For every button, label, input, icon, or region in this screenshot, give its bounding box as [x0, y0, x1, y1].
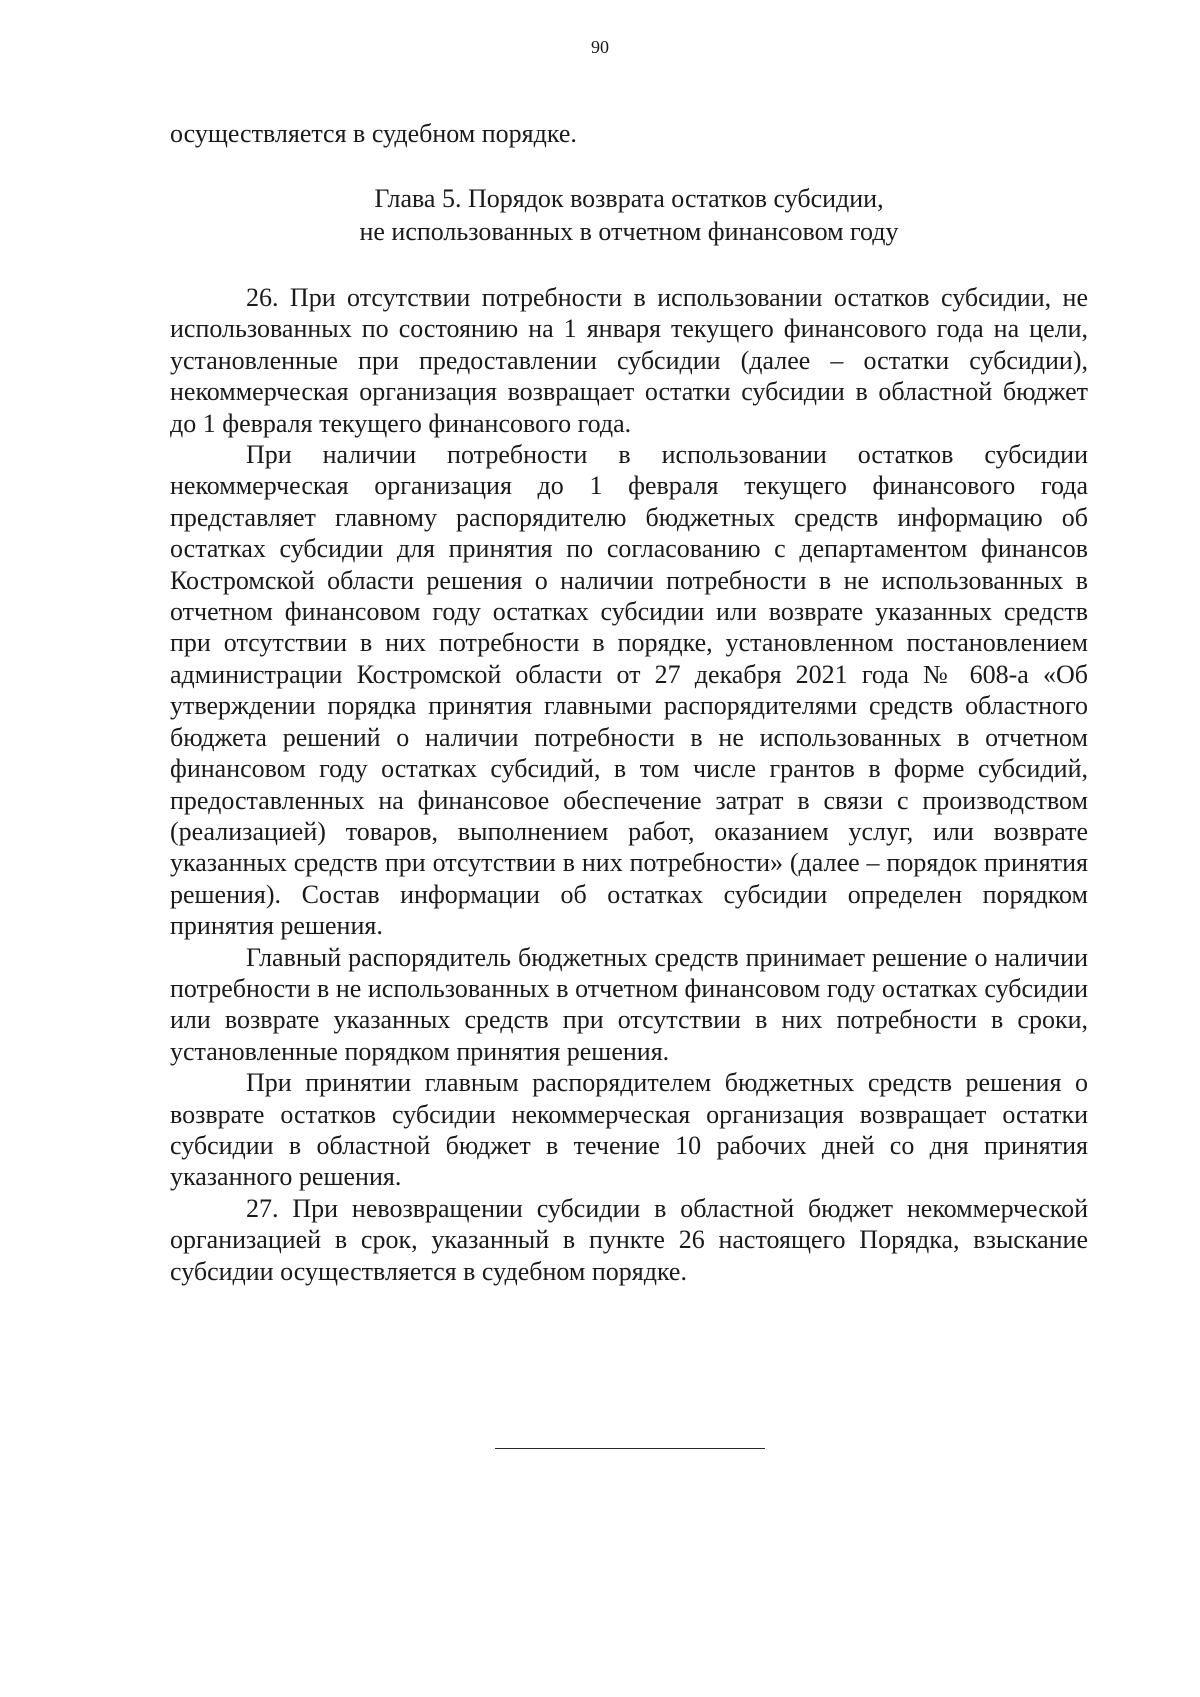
- page-number: 90: [591, 37, 609, 57]
- continuation-line: осуществляется в судебном порядке.: [170, 119, 577, 148]
- chapter-body: [170, 282, 1088, 1287]
- chapter-title-line-1: Глава 5. Порядок возврата остатков субсидии,: [374, 184, 884, 213]
- chapter-title: [170, 182, 1088, 248]
- paragraph-main-manager-decision: Главный распорядитель бюджетных средств принимает решение о наличии потребности в не использованных в отчетном финансовом году остатках субсидии или возврате указанных средств при отсутствии в них потребности в сроки, установленные порядком принятия решения.: [170, 942, 1088, 1066]
- paragraph-remaining-need: При наличии потребности в использовании остатков субсидии некоммерческая организация до 1 февраля текущего финансового года представляет главному распорядителю бюджетных средств информацию об остатках субсидии для принятия по согласованию с департаментом финансов Костромской области решения о наличии потребности в не использованных в отчетном финансовом году остатках субсидии или возврате указанных средств при отсутствии в них потребности в порядке, установленном постановлением администрации Костромской области от 27 декабря 2021 года № 608-а «Об утверждении порядка принятия главными распорядителями средств областного бюджета решений о наличии потребности в не использованных в отчетном финансовом году остатках субсидий, в том числе грантов в форме субсидий, предоставленных на финансовое обеспечение затрат в связи с производством (реализацией) товаров, выполнением работ, оказанием услуг, или возврате указанных средств при отсутствии в них потребности» (далее – порядок принятия решения). Состав информации об остатках субсидии определен порядком принятия решения.: [170, 440, 1088, 941]
- chapter-title-line-2: не использованных в отчетном финансовом году: [359, 217, 899, 246]
- paragraph-return-decision: При принятии главным распорядителем бюджетных средств решения о возврате остатков субсидии некоммерческая организация возвращает остатки субсидии в областной бюджет в течение 10 рабочих дней со дня принятия указанного решения.: [170, 1068, 1088, 1192]
- paragraph-27: 27. При невозвращении субсидии в областной бюджет некоммерческой организацией в срок, указанный в пункте 26 настоящего Порядка, взыскание субсидии осуществляется в судебном порядке.: [170, 1193, 1088, 1286]
- end-separator-line: [495, 1448, 765, 1449]
- paragraph-26: 26. При отсутствии потребности в использовании остатков субсидии, не использованных по состоянию на 1 января текущего финансового года на цели, установленные при предоставлении субсидии (далее – остатки субсидии), некоммерческая организация возвращает остатки субсидии в областной бюджет до 1 февраля текущего финансового года.: [170, 283, 1088, 438]
